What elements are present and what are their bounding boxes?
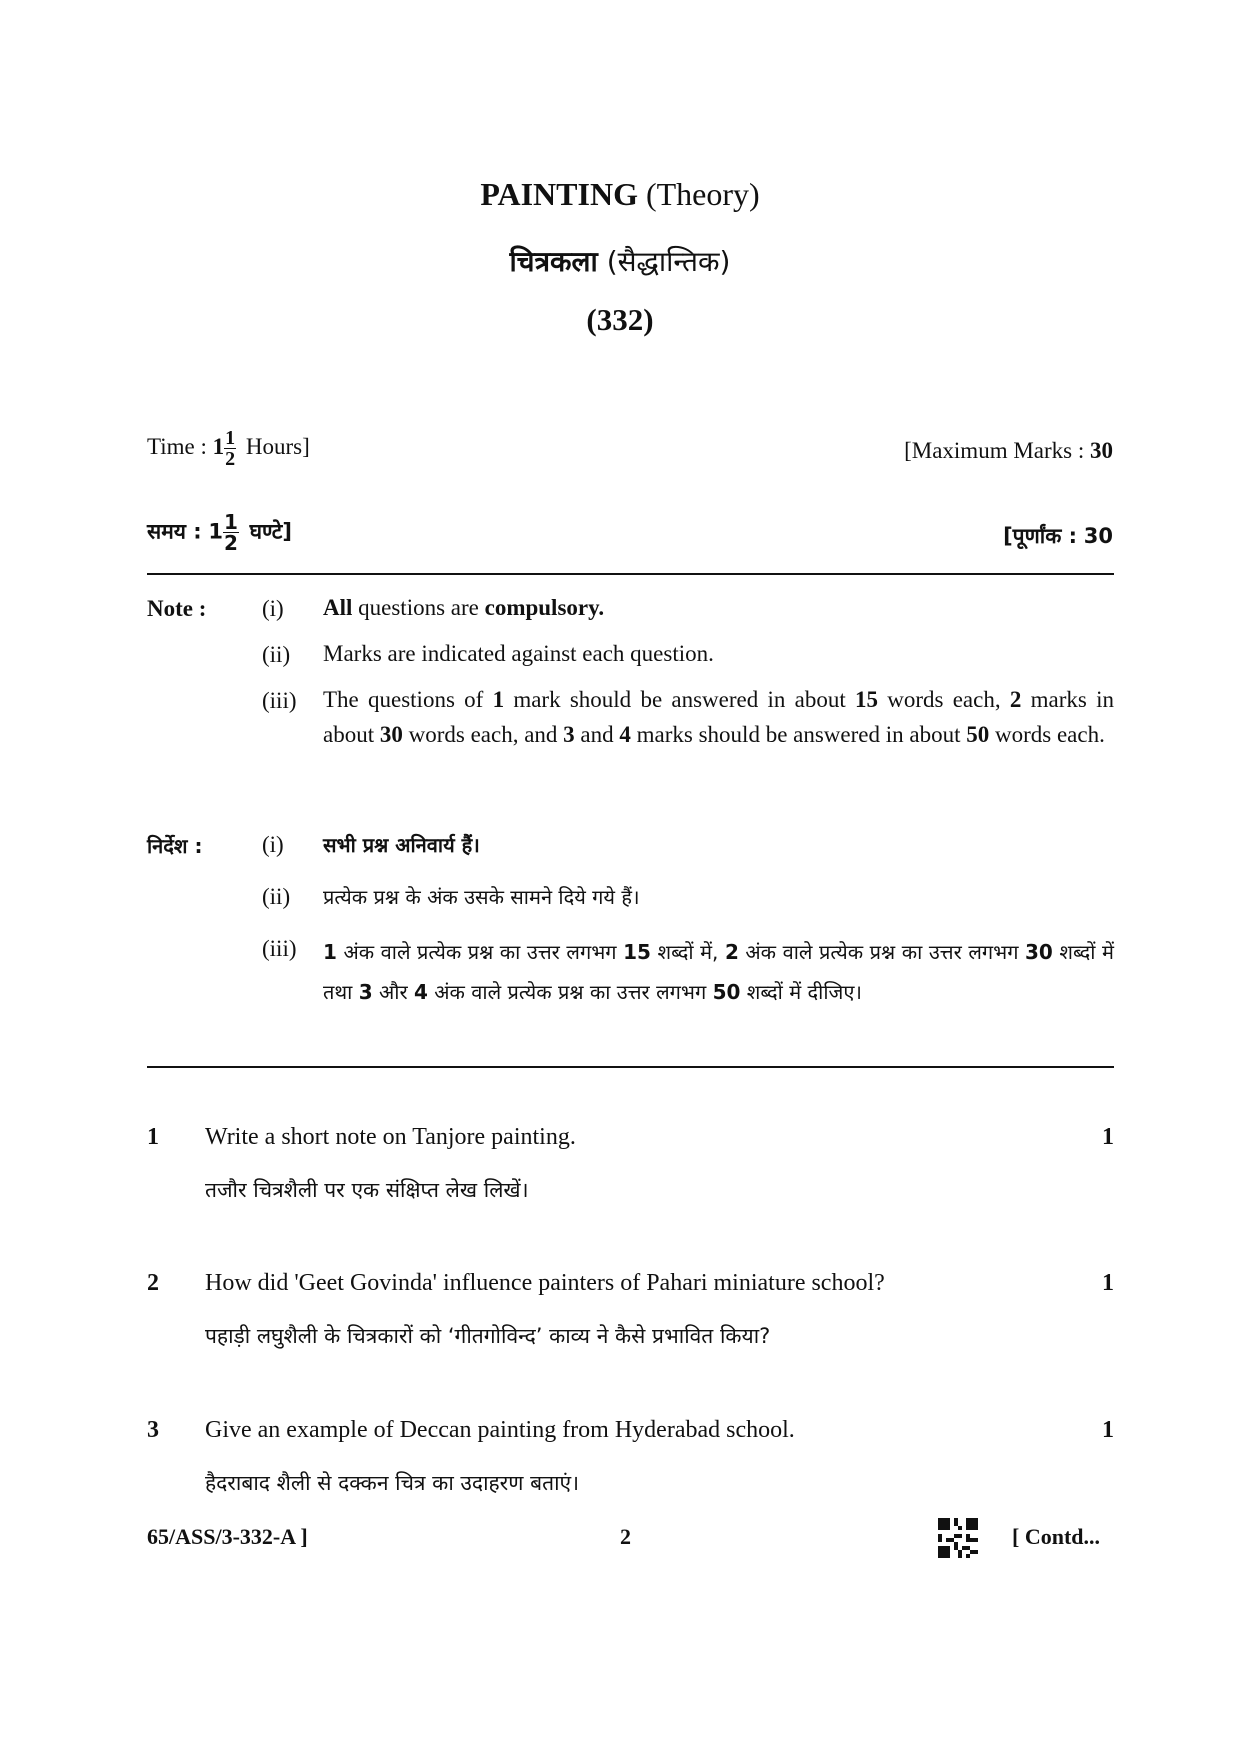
time-label-hindi: समय : [147,519,202,544]
text-run: 3 [358,980,373,1004]
text-run: सभी प्रश्न अनिवार्य हैं। [323,833,480,857]
time-unit: Hours] [245,433,310,459]
text-run: 1 [492,687,505,712]
text-run: 15 [623,940,651,964]
text-run: 30 [1025,940,1053,964]
paper-code: (332) [586,302,654,337]
paper-title-hindi: चित्रकला (सैद्धान्तिक) [509,245,731,278]
text-run: 30 [379,722,403,747]
text-run: Marks are indicated against each question. [323,641,714,666]
time-row-hindi [147,512,1113,553]
question-number: 3 [147,1417,159,1443]
text-run: and [574,722,620,747]
text-run: 4 [619,722,631,747]
note-text-hindi [323,932,1114,1012]
question-text: Give an example of Deccan painting from Hyderabad school. [205,1417,795,1443]
qr-code-icon [938,1518,978,1558]
time-unit-hindi: घण्टे] [249,519,292,544]
divider-top [147,573,1114,575]
question-number: 1 [147,1124,159,1150]
question-number: 2 [147,1270,159,1296]
note-num-hindi: (i) [262,832,284,857]
text-run: words each, [878,687,1010,712]
text-run: अंक वाले प्रत्येक प्रश्न का उत्तर लगभग [336,940,624,964]
time-label: Time : [147,433,207,459]
note-text-hindi [323,880,1114,915]
text-run: 1 [323,940,337,964]
text-run: 15 [855,687,878,712]
text-run: marks in about [323,687,1114,747]
note-num-hindi: (ii) [262,884,291,909]
max-marks: [Maximum Marks : 30 [904,438,1113,463]
note-text [323,590,1114,625]
text-run: 2 [724,940,739,964]
question-text: How did 'Geet Govinda' influence painters of Pahari miniature school? [205,1270,885,1296]
text-run: शब्दों में, [650,940,725,964]
text-run: 50 [712,980,741,1004]
text-run: प्रत्येक प्रश्न के अंक उसके सामने दिये गये हैं। [323,885,640,909]
text-run: 2 [1009,687,1022,712]
footer-page-number: 2 [620,1524,631,1549]
time-fraction: $\frac{1}{2}$ [225,427,236,470]
note-label: Note : [147,596,207,621]
time-row [147,428,1113,469]
divider-bottom [147,1066,1114,1068]
text-run: शब्दों में दीजिए। [740,980,862,1004]
note-num: (iii) [262,688,297,713]
question-marks: 1 [1102,1417,1114,1443]
text-run: और [372,980,414,1004]
text-run: 3 [563,722,575,747]
text-run: mark should be answered in about [504,687,855,712]
max-marks-hindi: [पूर्णांक : 30 [1003,524,1113,548]
note-text-hindi [323,828,1114,863]
text-run: marks should be answered in about [630,722,967,747]
text-run: अंक वाले प्रत्येक प्रश्न का उत्तर लगभग [427,980,713,1004]
note-label-hindi: निर्देश : [147,834,203,858]
question-text-hindi: पहाड़ी लघुशैली के चित्रकारों को ‘गीतगोविन्द’ काव्य ने कैसे प्रभावित किया? [205,1324,771,1348]
text-run: words each, and [402,722,564,747]
footer-continued: [ Contd... [1012,1524,1101,1549]
note-text [323,636,1114,671]
text-run: All [323,595,353,620]
text-run: 50 [966,722,990,747]
text-run: compulsory. [484,595,605,620]
note-text [323,682,1114,752]
question-text: Write a short note on Tanjore painting. [205,1124,576,1150]
text-run: questions are [352,595,485,620]
paper-title: PAINTING (Theory) [480,176,760,212]
time-fraction-hindi: $\frac{1}{2}$ [223,510,238,555]
note-num-hindi: (iii) [262,936,297,961]
question-marks: 1 [1102,1270,1114,1296]
note-num: (ii) [262,642,291,667]
footer-paper-code: 65/ASS/3-332-A ] [147,1524,308,1549]
text-run: The questions of [323,687,493,712]
question-text-hindi: तजौर चित्रशैली पर एक संक्षिप्त लेख लिखें। [205,1178,529,1202]
question-text-hindi: हैदराबाद शैली से दक्कन चित्र का उदाहरण बताएं। [205,1471,580,1495]
text-run: 4 [414,980,428,1004]
text-run: अंक वाले प्रत्येक प्रश्न का उत्तर लगभग [738,940,1026,964]
question-marks: 1 [1102,1124,1114,1150]
text-run: words each. [989,722,1105,747]
text-run: शब्दों में तथा [323,940,1114,1004]
time-whole-hindi: 1 [208,519,223,544]
time-whole: 1 [212,433,225,459]
note-num: (i) [262,596,284,621]
